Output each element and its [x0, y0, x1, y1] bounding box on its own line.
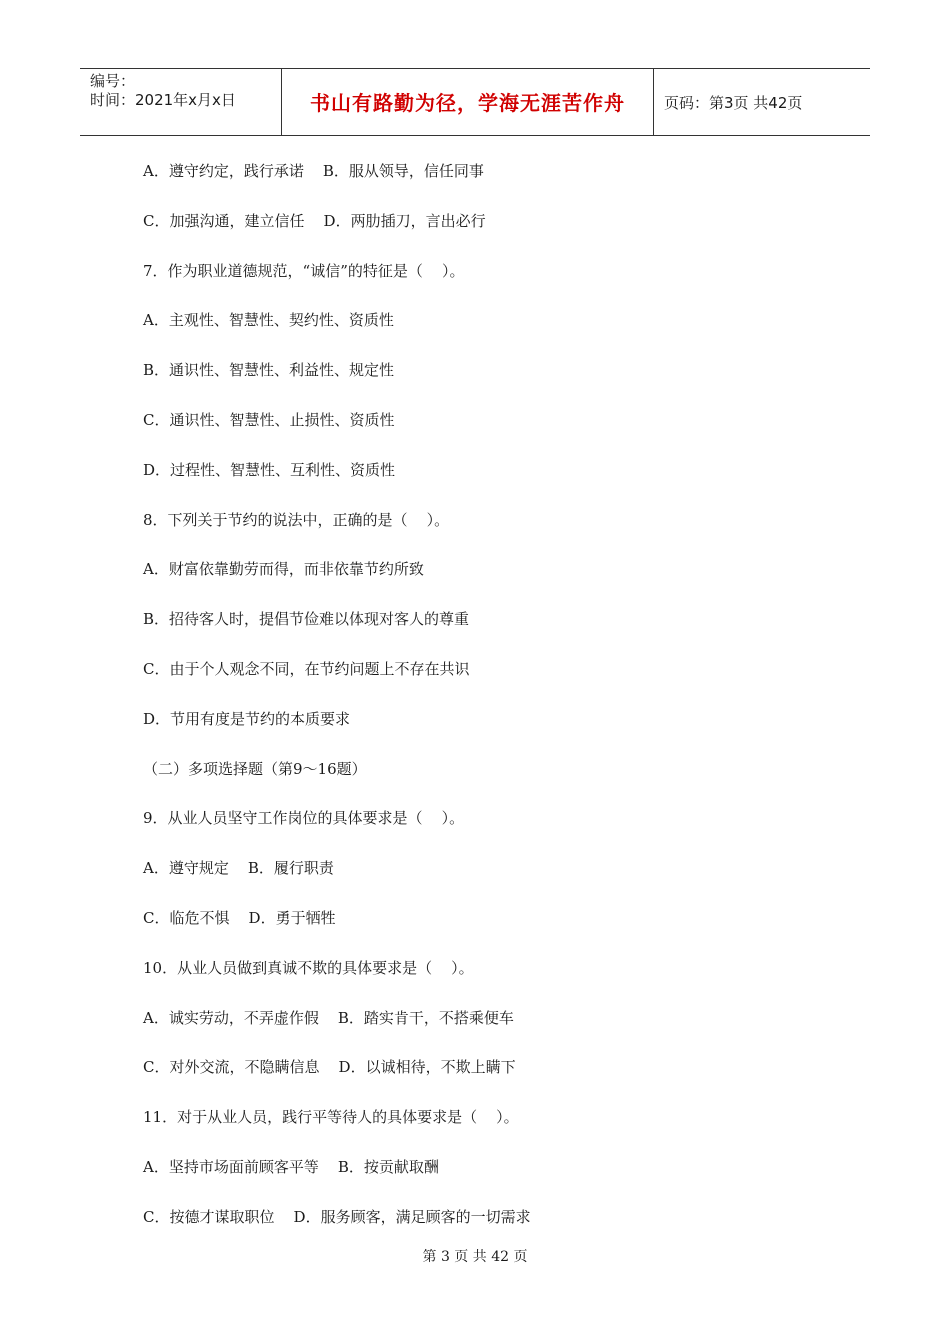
option-line: C．临危不惧 D．勇于牺牲	[143, 908, 336, 927]
document-body	[143, 152, 843, 1248]
section-heading: （二）多项选择题（第9～16题）	[143, 759, 367, 778]
header-number-label: 编号：	[90, 72, 136, 90]
option-line: A．遵守约定，践行承诺 B．服从领导，信任同事	[143, 162, 484, 180]
option-line: A．主观性、智慧性、契约性、资质性	[143, 311, 394, 330]
option-line: C．对外交流，不隐瞒信息 D．以诚相待，不欺上瞒下	[143, 1058, 516, 1077]
option-line: D．节用有度是节约的本质要求	[143, 709, 351, 728]
option-line: C．通识性、智慧性、止损性、资质性	[143, 410, 395, 429]
option-line: C．由于个人观念不同，在节约问题上不存在共识	[143, 659, 470, 678]
option-line: D．过程性、智慧性、互利性、资质性	[143, 460, 396, 479]
option-line: B．招待客人时，提倡节俭难以体现对客人的尊重	[143, 610, 470, 629]
question-line: 11．对于从业人员，践行平等待人的具体要求是（ ）。	[143, 1108, 519, 1127]
header-meta	[80, 69, 282, 135]
option-line: A．诚实劳动，不弄虚作假 B．踏实肯干，不搭乘便车	[143, 1008, 514, 1027]
question-line: 8．下列关于节约的说法中，正确的是（ ）。	[143, 510, 450, 529]
page-header	[80, 68, 870, 136]
header-motto: 书山有路勤为径，学海无涯苦作舟	[282, 69, 654, 135]
option-line: A．财富依靠勤劳而得，而非依靠节约所致	[143, 560, 424, 579]
question-line: 9．从业人员坚守工作岗位的具体要求是（ ）。	[143, 809, 465, 828]
option-line: A．遵守规定 B．履行职责	[143, 859, 334, 878]
option-line: A．坚持市场面前顾客平等 B．按贡献取酬	[143, 1157, 439, 1176]
question-line: 10．从业人员做到真诚不欺的具体要求是（ ）。	[143, 958, 474, 977]
option-line: C．加强沟通，建立信任 D．两肋插刀，言出必行	[143, 211, 486, 230]
option-line: C．按德才谋取职位 D．服务顾客，满足顾客的一切需求	[143, 1207, 531, 1226]
question-line: 7．作为职业道德规范，“诚信”的特征是（ ）。	[143, 261, 465, 280]
header-date-label: 时间：2021年x月x日	[90, 91, 236, 109]
page-footer: 第 3 页 共 42 页	[422, 1249, 528, 1265]
option-line: B．通识性、智慧性、利益性、规定性	[143, 361, 395, 380]
header-page-info: 页码：第3页 共42页	[664, 94, 803, 112]
